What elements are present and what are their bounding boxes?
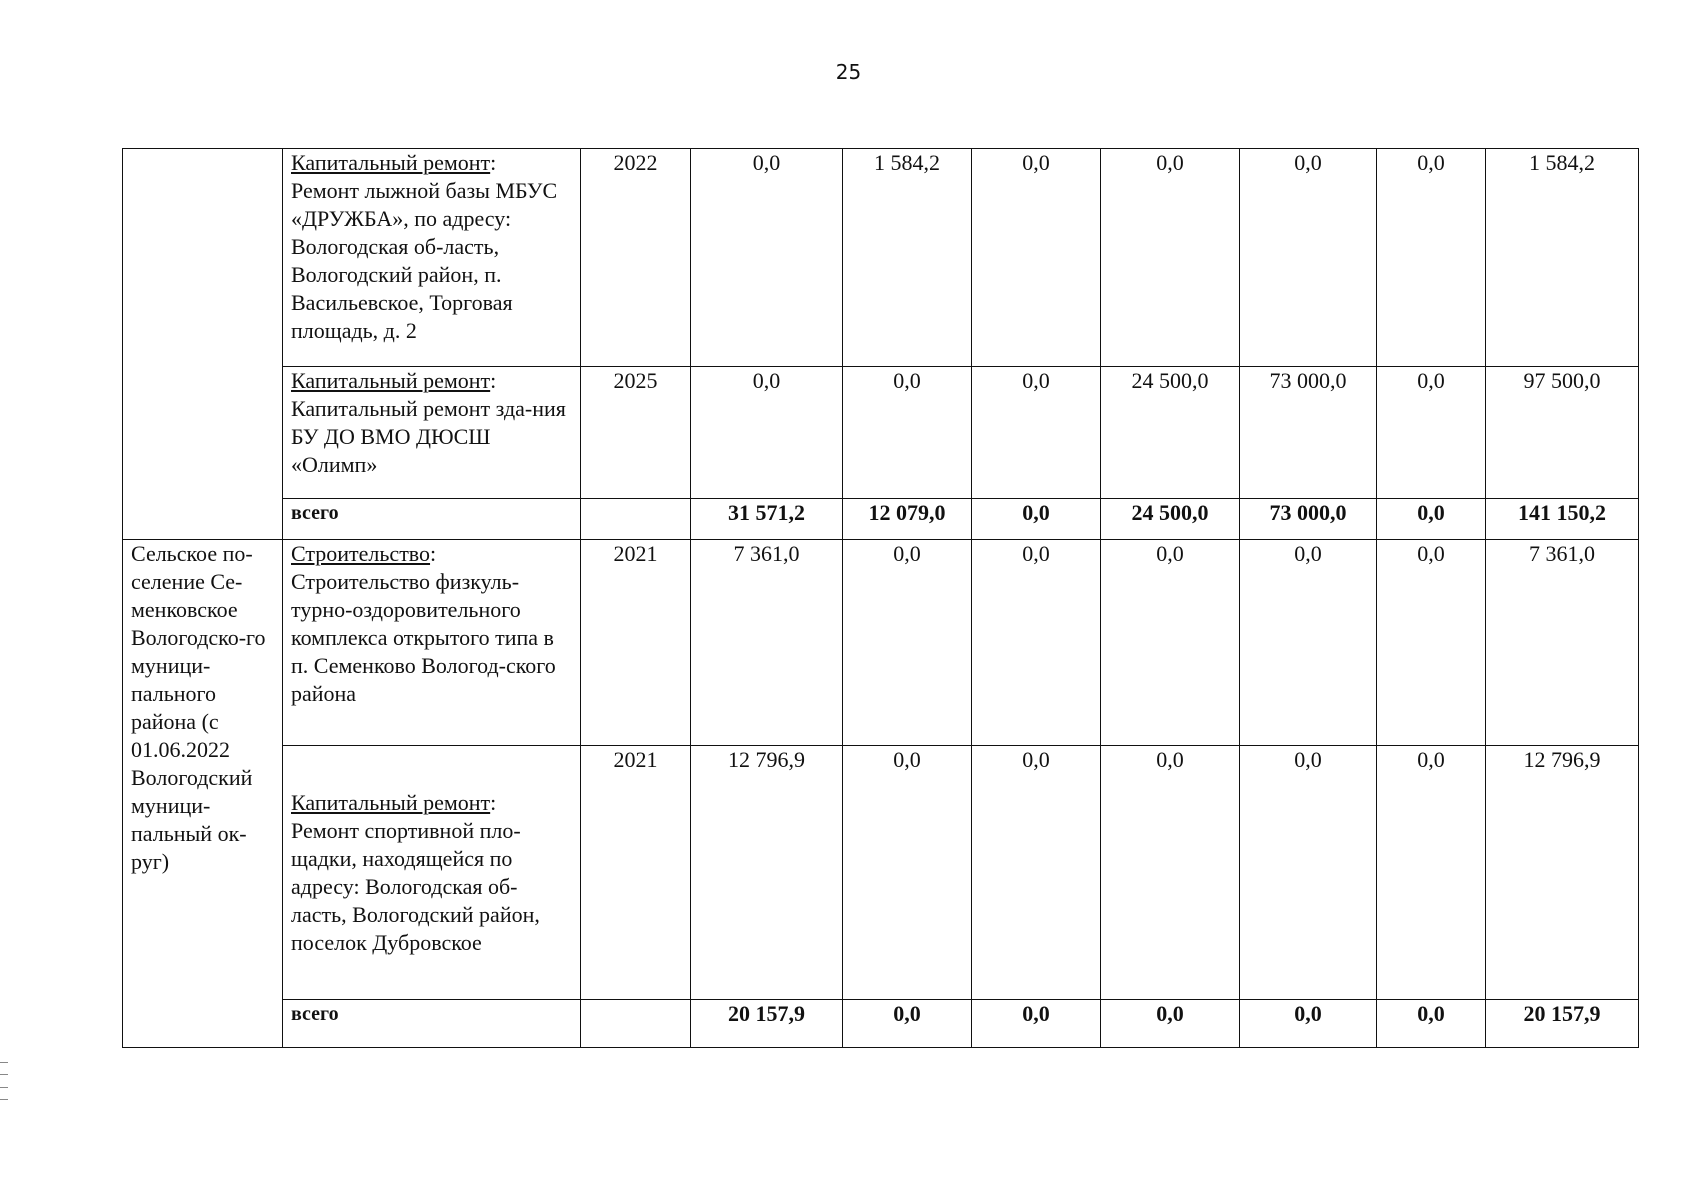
value-cell: 24 500,0 [1101, 367, 1240, 499]
year-cell: 2021 [581, 540, 691, 746]
total-value-cell: 73 000,0 [1240, 499, 1377, 540]
value-cell: 12 796,9 [691, 746, 843, 1000]
total-value-cell: 0,0 [1101, 1000, 1240, 1048]
value-cell: 0,0 [1377, 367, 1486, 499]
value-cell: 0,0 [1240, 746, 1377, 1000]
object-cell: Капитальный ремонт: Капитальный ремонт зда-ния БУ ДО ВМО ДЮСШ «Олимп» [283, 367, 581, 499]
value-cell: 0,0 [1240, 149, 1377, 367]
owner-cell-empty [123, 149, 283, 540]
total-label: всего [283, 499, 581, 540]
financing-table [122, 148, 1639, 1048]
value-cell: 0,0 [1377, 540, 1486, 746]
object-description: Ремонт лыжной базы МБУС «ДРУЖБА», по адресу: Вологодская об-ласть, Вологодский район, п. Васильевское, Торговая площадь, д. 2 [291, 178, 558, 343]
empty-cell [581, 499, 691, 540]
value-cell: 0,0 [1101, 746, 1240, 1000]
value-cell: 0,0 [843, 367, 972, 499]
object-description: Строительство физкуль-турно-оздоровительного комплекса открытого типа в п. Семенково Вологод-ского района [291, 569, 556, 706]
table-row [123, 540, 1639, 746]
value-cell: 0,0 [843, 540, 972, 746]
value-cell: 0,0 [1377, 746, 1486, 1000]
object-cell: Капитальный ремонт: Ремонт лыжной базы МБУС «ДРУЖБА», по адресу: Вологодская об-ласть, Вологодский район, п. Васильевское, Торговая площадь, д. 2 [283, 149, 581, 367]
total-value-cell: 0,0 [1377, 499, 1486, 540]
total-value-cell: 0,0 [972, 499, 1101, 540]
work-type-label: Капитальный ремонт [291, 368, 491, 393]
value-cell: 7 361,0 [1486, 540, 1639, 746]
year-cell: 2025 [581, 367, 691, 499]
table-row [123, 746, 1639, 1000]
total-value-cell: 20 157,9 [1486, 1000, 1639, 1048]
value-cell: 0,0 [691, 149, 843, 367]
total-value-cell: 141 150,2 [1486, 499, 1639, 540]
total-value-cell: 0,0 [1240, 1000, 1377, 1048]
total-value-cell: 31 571,2 [691, 499, 843, 540]
value-cell: 0,0 [972, 149, 1101, 367]
value-cell: 97 500,0 [1486, 367, 1639, 499]
total-value-cell: 0,0 [972, 1000, 1101, 1048]
table-row [123, 367, 1639, 499]
table-row-total [123, 1000, 1639, 1048]
table-row-total [123, 499, 1639, 540]
work-type-label: Капитальный ремонт [291, 789, 491, 815]
value-cell: 0,0 [972, 540, 1101, 746]
owner-cell: Сельское по-селение Се-менковское Вологодско-го муници-пального района (с 01.06.2022 Вологодский муници-пальный ок-руг) [123, 540, 283, 1048]
total-value-cell: 0,0 [1377, 1000, 1486, 1048]
total-value-cell: 24 500,0 [1101, 499, 1240, 540]
total-label: всего [283, 1000, 581, 1048]
work-type-label: Капитальный ремонт [291, 150, 491, 175]
total-value-cell: 12 079,0 [843, 499, 972, 540]
value-cell: 0,0 [1377, 149, 1486, 367]
empty-cell [581, 1000, 691, 1048]
scan-edge-mark [0, 1062, 8, 1100]
year-cell: 2021 [581, 746, 691, 1000]
value-cell: 0,0 [1101, 540, 1240, 746]
table-row [123, 149, 1639, 367]
value-cell: 0,0 [972, 746, 1101, 1000]
value-cell: 0,0 [972, 367, 1101, 499]
object-cell: Строительство: Строительство физкуль-турно-оздоровительного комплекса открытого типа в п. Семенково Вологод-ского района [283, 540, 581, 746]
total-value-cell: 0,0 [843, 1000, 972, 1048]
total-value-cell: 20 157,9 [691, 1000, 843, 1048]
value-cell: 1 584,2 [1486, 149, 1639, 367]
page-number: 25 [835, 60, 862, 84]
value-cell: 7 361,0 [691, 540, 843, 746]
value-cell: 73 000,0 [1240, 367, 1377, 499]
object-description: Ремонт спортивной пло-щадки, находящейся по адресу: Вологодская об-ласть, Вологодский район, поселок Дубровское [291, 817, 540, 955]
value-cell: 12 796,9 [1486, 746, 1639, 1000]
year-cell: 2022 [581, 149, 691, 367]
value-cell: 1 584,2 [843, 149, 972, 367]
object-description: Капитальный ремонт зда-ния БУ ДО ВМО ДЮСШ «Олимп» [291, 396, 566, 477]
value-cell: 0,0 [691, 367, 843, 499]
object-cell: Капитальный ремонт: Ремонт спортивной пло-щадки, находящейся по адресу: Вологодская об-ласть, Вологодский район, поселок Дубровское [283, 746, 581, 1000]
value-cell: 0,0 [1240, 540, 1377, 746]
value-cell: 0,0 [843, 746, 972, 1000]
value-cell: 0,0 [1101, 149, 1240, 367]
work-type-label: Строительство [291, 541, 431, 566]
